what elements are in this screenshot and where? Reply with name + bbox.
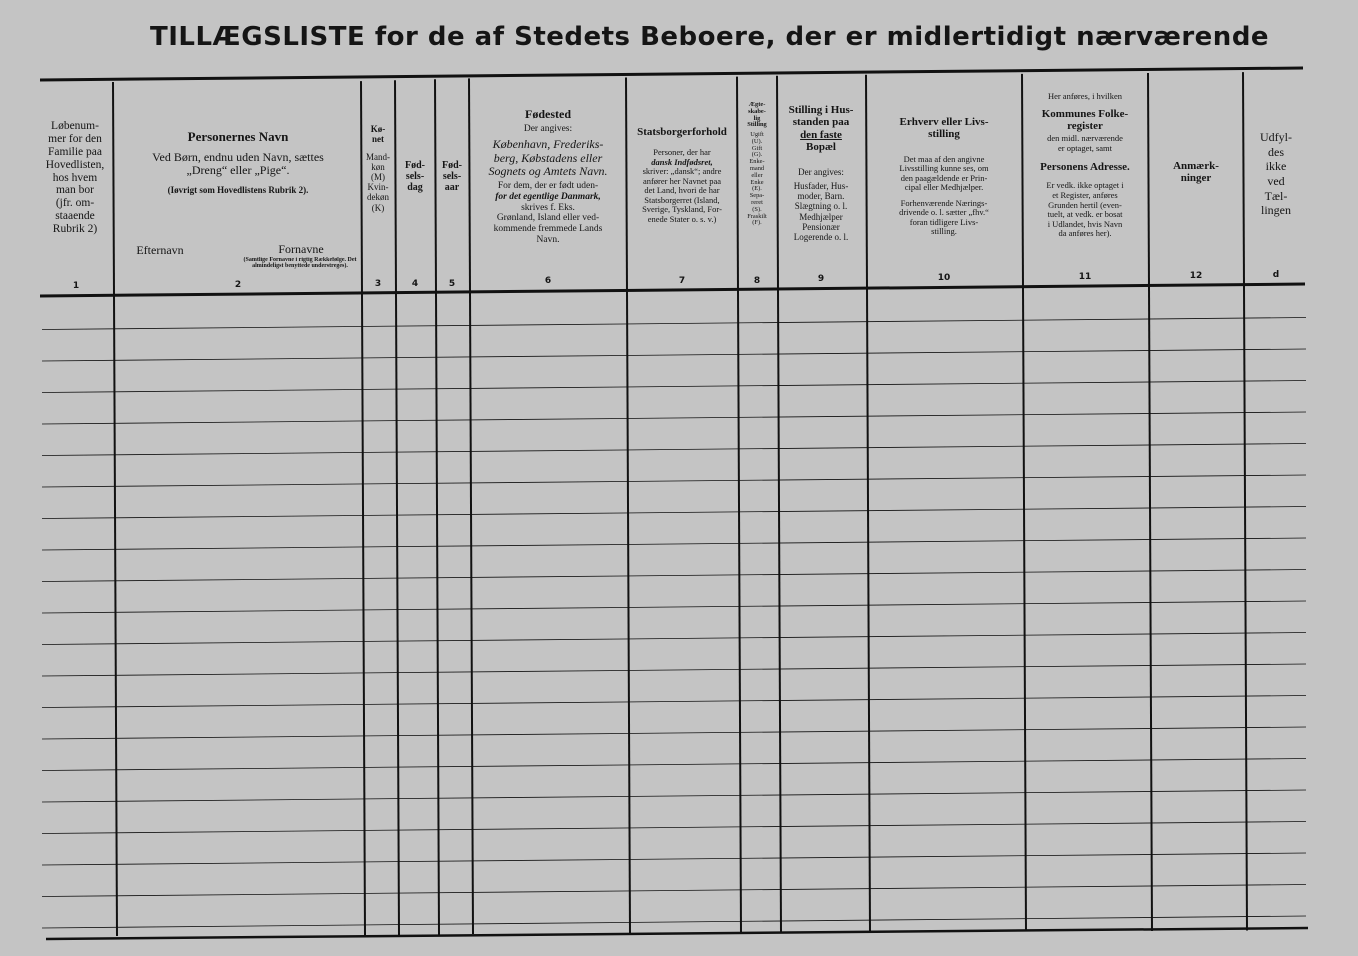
col-number: 7: [678, 276, 686, 286]
col-6-line: Sognets og Amtets Navn.: [488, 163, 608, 178]
row-line: [42, 822, 1306, 834]
col-6-line: kommende fremmede Lands: [493, 223, 603, 234]
col-10-line: cipal eller Medhjælper.: [904, 182, 984, 193]
col-8-line: (S).: [752, 205, 762, 213]
col-6-line: skrives f. Eks.: [521, 202, 575, 213]
col-6-heading: Fødested: [525, 108, 571, 121]
col-6-line: for det egentlige Danmark,: [495, 192, 601, 202]
col-8-line: Gift: [751, 144, 763, 152]
col-10-line: foran tidligere Livs-: [909, 216, 979, 227]
column-divider: [737, 77, 741, 933]
col-11-heading2: Personens Adresse.: [1040, 161, 1130, 174]
col-9-line: Medhjælper: [799, 211, 843, 222]
col-4-line: sels-: [405, 171, 425, 183]
row-line: [42, 475, 1306, 487]
col-5-line: aar: [444, 182, 460, 194]
row-line: [42, 570, 1306, 582]
row-line: [42, 853, 1306, 865]
col-7-line: skriver: „dansk“; andre: [642, 166, 722, 177]
row-line: [42, 318, 1306, 330]
col-8-line: Sepa-: [749, 192, 765, 200]
col-7-line: anfører her Navnet paa: [642, 175, 722, 186]
col-6-line: København, Frederiks-: [492, 137, 604, 152]
col-11-top: Her anføres, i hvilken: [1047, 92, 1123, 101]
col-4-line: dag: [407, 182, 423, 194]
col-3-line: Mand-: [366, 152, 390, 163]
col-11-mid: den midl. nærværende: [1047, 133, 1123, 144]
row-line: [42, 885, 1306, 897]
col-8-line: (G).: [751, 151, 763, 159]
col-8-line: Enke: [750, 178, 764, 186]
col-1-line: Løbenum-: [51, 120, 99, 132]
col-1-line: man bor: [55, 184, 94, 197]
col-1-line: Familie paa: [48, 145, 102, 158]
col-number: 3: [374, 279, 382, 289]
col-10-heading: stilling: [928, 128, 960, 141]
col-d-line: lingen: [1261, 203, 1291, 218]
col-10-line: den paagældende er Prin-: [900, 172, 988, 183]
row-line: [42, 601, 1306, 613]
col-7-line: Statsborgerret (Island,: [644, 194, 720, 205]
col-2-sub-left: Efternavn: [136, 244, 184, 257]
column-divider: [1022, 74, 1026, 932]
col-6-line: Der angives:: [523, 124, 573, 135]
col-2-heading: Personernes Navn: [187, 130, 289, 144]
col-11-heading: Kommunes Folke-: [1041, 107, 1129, 120]
col-9-heading: Bopæl: [806, 140, 836, 153]
col-7-line: Sverige, Tyskland, For-: [642, 204, 722, 215]
col-10-line: Det maa af den angivne: [903, 153, 985, 164]
col-10-heading: Erhverv eller Livs-: [899, 116, 989, 128]
col-11-line: da anføres her).: [1058, 228, 1112, 239]
col-11-heading: register: [1067, 119, 1103, 132]
col-9-line: Logerende o. l.: [793, 231, 849, 242]
col-number: 12: [1189, 271, 1203, 281]
row-line: [42, 790, 1306, 802]
col-12-heading: Anmærk-: [1173, 160, 1219, 172]
col-11-line: Grunden hertil (even-: [1048, 199, 1122, 210]
column-divider: [1243, 72, 1247, 930]
col-8-line: Fraskilt: [747, 212, 767, 220]
col-d-line: des: [1268, 144, 1284, 159]
column-divider: [113, 82, 117, 936]
col-9-line: Pensionær: [802, 221, 840, 232]
col-1-line: Rubrik 2): [52, 223, 98, 235]
row-line: [42, 412, 1306, 424]
column-divider: [777, 76, 781, 933]
col-6-line: For dem, der er født uden-: [497, 181, 599, 192]
col-12-heading: ninger: [1180, 172, 1212, 185]
col-d-line: ved: [1267, 173, 1285, 188]
col-8-line: Stilling: [747, 121, 767, 129]
col-6-line: Navn.: [536, 234, 560, 245]
col-number: 1: [72, 281, 80, 291]
header-rule: [40, 284, 1305, 296]
col-4-line: Fød-: [405, 160, 425, 171]
col-9-line: Der angives:: [798, 167, 844, 178]
col-number: 11: [1078, 272, 1092, 282]
col-5-line: Fød-: [442, 160, 462, 171]
col-number: 2: [234, 280, 242, 290]
col-9-heading: den faste: [800, 128, 842, 141]
col-2-text: Ved Børn, endnu uden Navn, sættes: [152, 149, 324, 164]
col-3-line: dekøn: [367, 192, 389, 203]
col-7-line: enede Stater o. s. v.): [647, 213, 717, 224]
col-6-line: Grønland, Island eller ved-: [496, 213, 600, 224]
col-7-line: Personer, der har: [653, 147, 711, 158]
col-2-text: „Dreng“ eller „Pige“.: [186, 162, 290, 177]
form-title: TILLÆGSLISTE for de af Stedets Beboere, der er midlertidigt nærværende: [150, 22, 1270, 52]
col-8-line: (E).: [752, 185, 762, 193]
column-divider: [626, 78, 630, 934]
col-3-line: køn: [371, 162, 385, 173]
column-divider: [1148, 73, 1152, 931]
column-divider: [395, 80, 399, 935]
col-d-line: Tæl-: [1264, 188, 1288, 203]
column-divider: [866, 75, 870, 932]
row-line: [42, 507, 1306, 519]
column-divider: [361, 81, 365, 935]
col-7-line: dansk Indfødsret,: [651, 156, 713, 167]
row-line: [42, 444, 1306, 456]
col-5-line: sels-: [442, 171, 462, 183]
col-8-line: mand: [749, 165, 765, 173]
col-2-sub-right-note: (Samtlige Fornavne i rigtig Rækkefølge. Det almindeligst benyttede understreges).: [243, 257, 357, 270]
col-2-sub-right: Fornavne: [278, 243, 324, 256]
col-8-line: reret: [751, 198, 763, 206]
col-10-line: drivende o. l. sætter „fhv.“: [899, 207, 989, 218]
col-9-line: Slægtning o. l.: [794, 201, 848, 212]
row-line: [42, 349, 1306, 361]
row-line: [42, 727, 1306, 739]
col-1-line: hos hvem: [52, 171, 98, 184]
col-7-heading: Statsborgerforhold: [637, 126, 727, 138]
col-7-line: det Land, hvori de har: [644, 185, 720, 196]
col-8-line: (U).: [751, 137, 763, 145]
col-9-line: moder, Barn.: [797, 191, 845, 202]
row-line: [42, 664, 1306, 676]
col-9-heading: standen paa: [792, 116, 850, 129]
col-10-line: Forhenværende Nærings-: [900, 197, 988, 208]
col-11-line: i Udlandet, hvis Navn: [1047, 218, 1123, 229]
col-3-line: (M): [371, 172, 385, 183]
col-3-line: Kø-: [370, 124, 386, 134]
col-number: 10: [937, 273, 951, 283]
col-8-line: eller: [751, 171, 763, 179]
col-number: 6: [544, 276, 552, 286]
col-9-line: Husfader, Hus-: [793, 181, 849, 192]
col-1-line: (jfr. om-: [55, 197, 95, 210]
row-line: [42, 759, 1306, 771]
col-number: 8: [753, 276, 761, 286]
col-11-line: Er vedk. ikke optaget i: [1046, 180, 1124, 191]
col-2-note: (Iøvrigt som Hovedlistens Rubrik 2).: [167, 185, 309, 196]
column-divider: [435, 79, 439, 934]
col-3-line: net: [372, 134, 384, 145]
col-11-line: tuelt, at vedk. er bosat: [1047, 209, 1123, 220]
col-1-line: Hovedlisten,: [45, 158, 105, 171]
col-8-line: skabe-: [748, 107, 766, 115]
col-11-mid: er optaget, samt: [1057, 142, 1113, 153]
row-line: [42, 916, 1306, 928]
col-number: d: [1272, 270, 1280, 280]
row-line: [42, 633, 1306, 645]
col-8-line: lig: [753, 114, 761, 122]
bottom-rule: [46, 928, 1308, 939]
col-8-line: Ægte-: [748, 102, 766, 108]
col-1-line: mer for den: [48, 132, 102, 145]
col-8-line: (F).: [752, 219, 762, 227]
row-line: [42, 381, 1306, 393]
col-number: 4: [411, 279, 419, 289]
col-number: 5: [448, 279, 456, 289]
col-10-line: stilling.: [931, 226, 957, 237]
col-1-line: staaende: [55, 210, 95, 223]
col-6-line: berg, Købstadens eller: [493, 150, 603, 165]
col-d-line: Udfyl-: [1260, 130, 1292, 144]
row-line: [42, 696, 1306, 708]
col-3-line: Kvin-: [367, 182, 389, 193]
col-10-line: Livsstilling kunne ses, om: [899, 163, 989, 174]
col-11-line: et Register, anføres: [1052, 190, 1118, 200]
col-8-line: Enke-: [749, 158, 765, 166]
col-3-line: (K): [371, 202, 385, 213]
row-line: [42, 538, 1306, 550]
column-divider: [469, 78, 473, 934]
col-9-heading: Stilling i Hus-: [788, 104, 854, 116]
col-d-line: ikke: [1265, 159, 1287, 174]
col-number: 9: [817, 274, 825, 284]
col-8-line: Ugift: [750, 131, 764, 139]
top-rule: [40, 68, 1303, 80]
